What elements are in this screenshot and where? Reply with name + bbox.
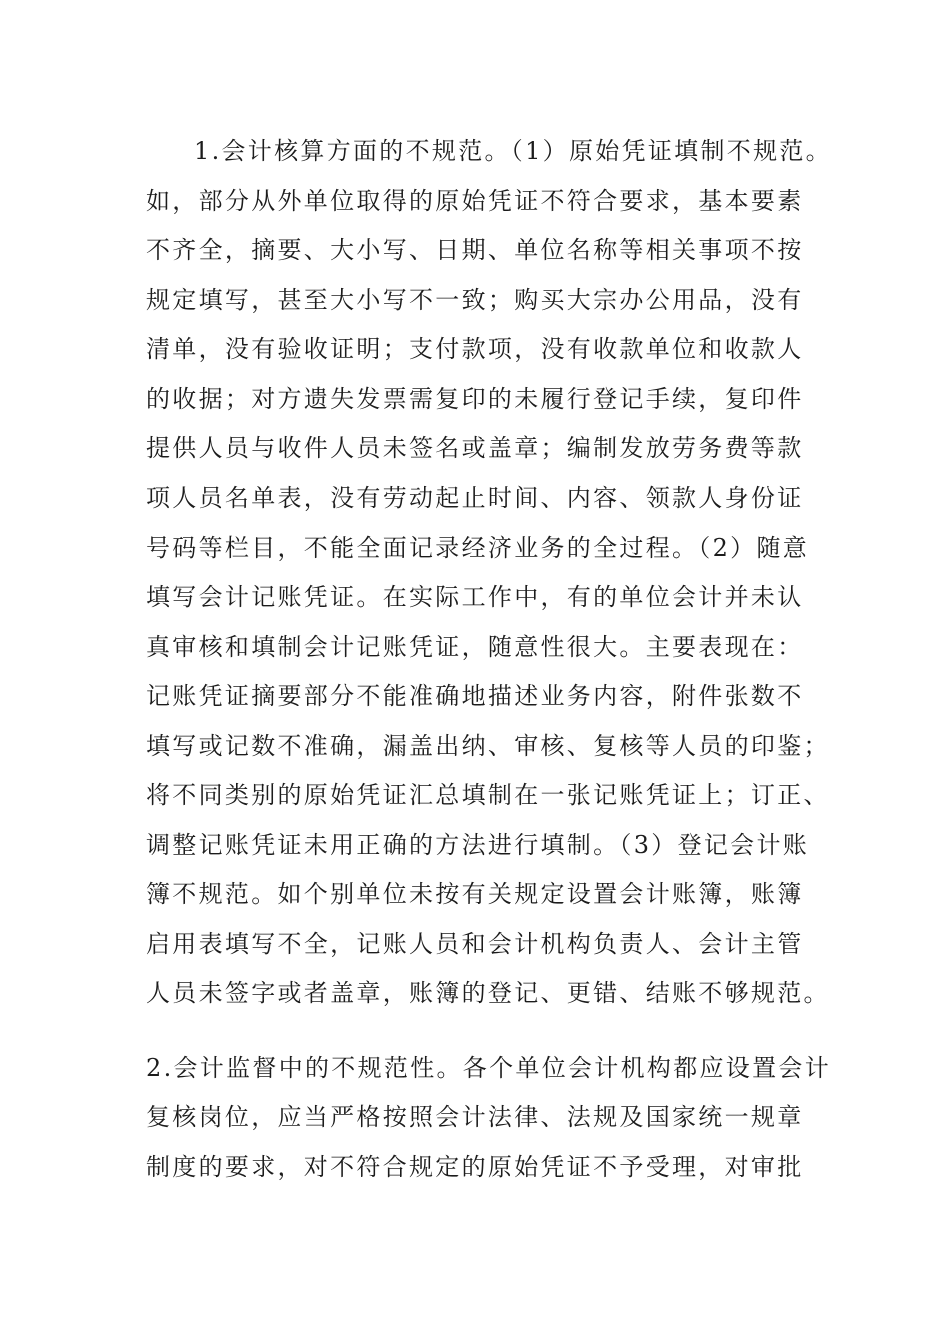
paragraph-line: 提供人员与收件人员未签名或盖章；编制发放劳务费等款: [146, 434, 804, 462]
paragraph-line: 填写会计记账凭证。在实际工作中，有的单位会计并未认: [146, 583, 804, 611]
paragraph-line: 清单，没有验收证明；支付款项，没有收款单位和收款人: [146, 335, 804, 363]
paragraph-line: 1.会计核算方面的不规范。（1）原始凭证填制不规范。: [194, 137, 832, 165]
paragraph-line: 簿不规范。如个别单位未按有关规定设置会计账簿，账簿: [146, 880, 804, 908]
paragraph-line: 记账凭证摘要部分不能准确地描述业务内容，附件张数不: [146, 682, 804, 710]
paragraph-line: 启用表填写不全，记账人员和会计机构负责人、会计主管: [146, 930, 804, 958]
paragraph-line: 项人员名单表，没有劳动起止时间、内容、领款人身份证: [146, 484, 804, 512]
paragraph-line: 的收据；对方遗失发票需复印的未履行登记手续，复印件: [146, 385, 804, 413]
paragraph-line: 将不同类别的原始凭证汇总填制在一张记账凭证上；订正、: [146, 781, 830, 809]
paragraph-line: 人员未签字或者盖章，账簿的登记、更错、结账不够规范。: [146, 979, 830, 1007]
paragraph-line: 真审核和填制会计记账凭证，随意性很大。主要表现在：: [146, 633, 804, 661]
paragraph-line: 如，部分从外单位取得的原始凭证不符合要求，基本要素: [146, 187, 804, 215]
paragraph-line: 填写或记数不准确，漏盖出纳、审核、复核等人员的印鉴；: [146, 732, 830, 760]
paragraph-line: 规定填写，甚至大小写不一致；购买大宗办公用品，没有: [146, 286, 804, 314]
paragraph-line: 不齐全，摘要、大小写、日期、单位名称等相关事项不按: [146, 236, 804, 264]
paragraph-line: 2.会计监督中的不规范性。各个单位会计机构都应设置会计: [146, 1054, 831, 1082]
paragraph-line: 制度的要求，对不符合规定的原始凭证不予受理，对审批: [146, 1153, 804, 1181]
paragraph-line: 调整记账凭证未用正确的方法进行填制。（3）登记会计账: [146, 831, 810, 859]
paragraph-line: 号码等栏目，不能全面记录经济业务的全过程。（2）随意: [146, 534, 810, 562]
paragraph-line: 复核岗位，应当严格按照会计法律、法规及国家统一规章: [146, 1103, 804, 1131]
